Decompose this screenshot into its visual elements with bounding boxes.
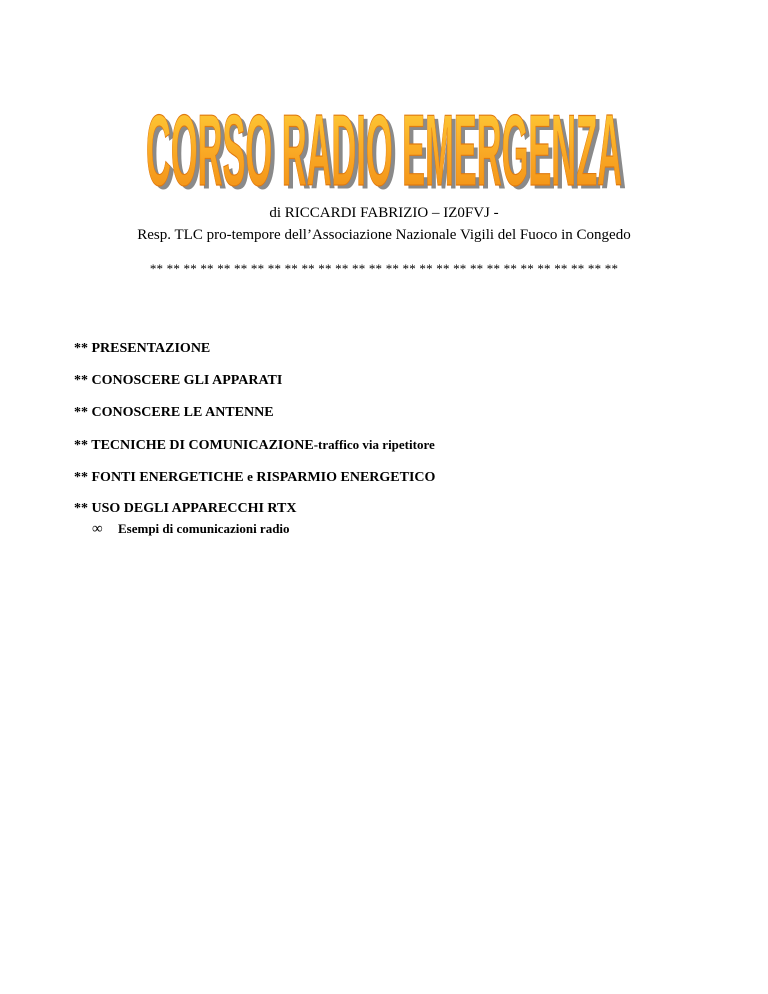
toc-item-label: ** CONOSCERE GLI APPARATI (74, 373, 283, 388)
toc-item-tail: RISPARMIO ENERGETICO (252, 470, 436, 485)
toc-item-tecniche (74, 436, 694, 468)
toc-item-suffix: -traffico via ripetitore (313, 437, 435, 452)
title-shadow: CORSO RADIO EMERGENZA (150, 97, 626, 194)
table-of-contents (74, 340, 694, 532)
toc-item-apparati (74, 372, 694, 404)
toc-item-suffix: e (247, 469, 253, 484)
toc-item-label: ** FONTI ENERGETICHE (74, 470, 248, 485)
title-wordart (140, 82, 628, 194)
separator-line: ** ** ** ** ** ** ** ** ** ** ** ** ** ** ** ** ** ** ** ** ** ** ** ** ** ** ** ** (149, 261, 619, 276)
toc-item-label: ** CONOSCERE LE ANTENNE (74, 405, 274, 420)
author-line: di RICCARDI FABRIZIO – IZ0FVJ - (269, 205, 499, 221)
infinity-bullet-icon: ∞ (92, 521, 103, 537)
page-title: CORSO RADIO EMERGENZA (146, 94, 623, 194)
toc-item-label: ** TECNICHE DI COMUNICAZIONE (74, 438, 314, 453)
toc-item-label: ** PRESENTAZIONE (74, 341, 211, 356)
toc-item-presentazione (74, 340, 694, 372)
toc-subitem-esempi (92, 520, 290, 538)
toc-item-label: ** USO DEGLI APPARECCHI RTX (74, 501, 297, 516)
toc-subitem-label: Esempi di comunicazioni radio (118, 521, 290, 536)
toc-item-fonti (74, 468, 694, 500)
author-role-line: Resp. TLC pro-tempore dell’Associazione Nazionale Vigili del Fuoco in Congedo (137, 227, 631, 243)
toc-item-antenne (74, 404, 694, 436)
